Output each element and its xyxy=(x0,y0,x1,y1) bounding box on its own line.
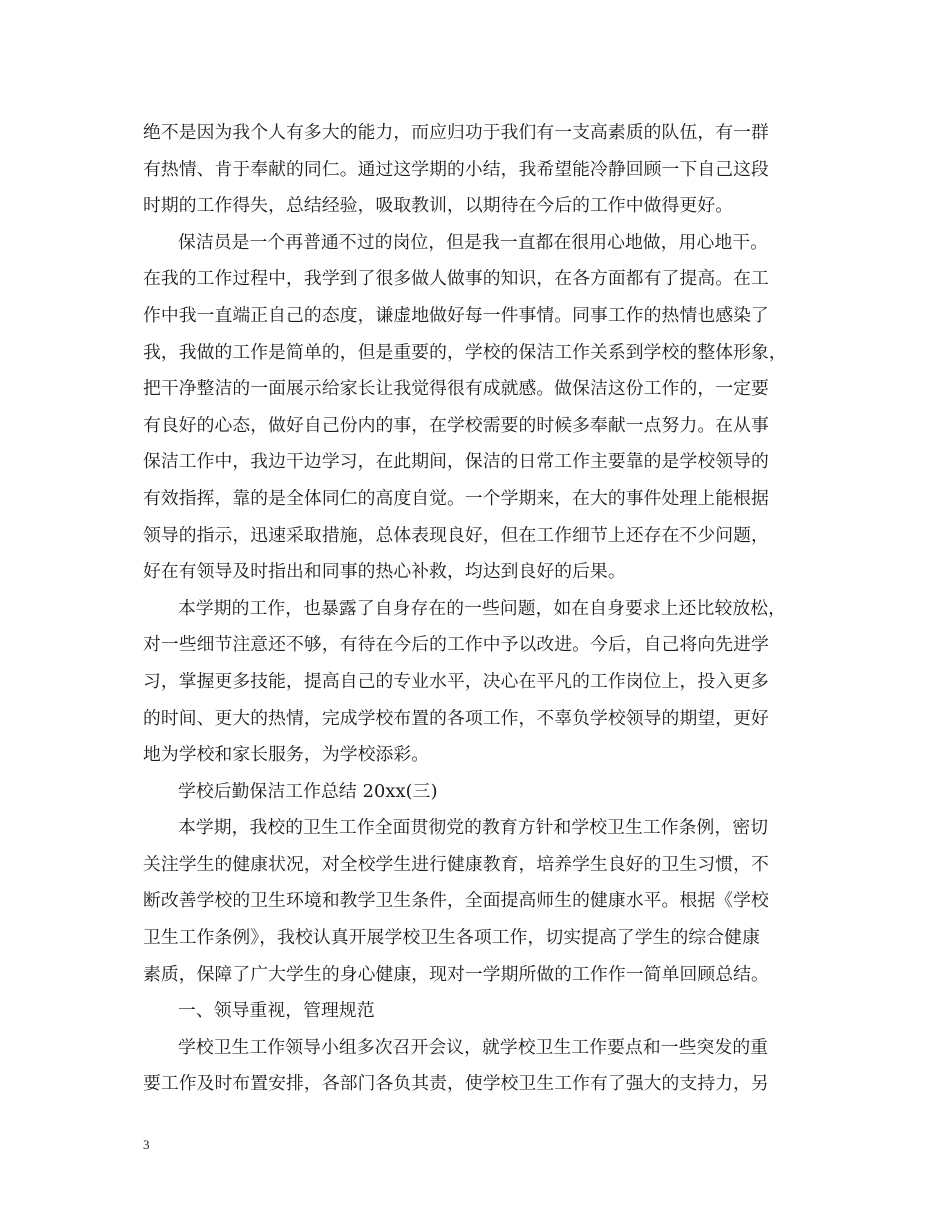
text-line: 的时间、更大的热情，完成学校布置的各项工作，不辜负学校领导的期望，更好 xyxy=(143,707,769,729)
text-line: 有效指挥，靠的是全体同仁的高度自觉。一个学期来，在大的事件处理上能根据 xyxy=(143,487,769,509)
text-line: 地为学校和家长服务，为学校添彩。 xyxy=(143,744,430,766)
text-line: 有热情、肯于奉献的同仁。通过这学期的小结，我希望能冷静回顾一下自己这段 xyxy=(143,158,769,180)
text-line: 关注学生的健康状况，对全校学生进行健康教育，培养学生良好的卫生习惯，不 xyxy=(143,853,769,875)
text-line: 断改善学校的卫生环境和教学卫生条件，全面提高师生的健康水平。根据《学校 xyxy=(143,890,769,912)
text-line: 对一些细节注意还不够，有待在今后的工作中予以改进。今后，自己将向先进学 xyxy=(143,634,769,656)
text-line: 我，我做的工作是简单的，但是重要的，学校的保洁工作关系到学校的整体形象， xyxy=(143,341,787,363)
text-line: 有良好的心态，做好自己份内的事，在学校需要的时候多奉献一点努力。在从事 xyxy=(143,414,769,436)
text-line: 一、领导重视，管理规范 xyxy=(178,1000,375,1022)
text-line: 把干净整洁的一面展示给家长让我觉得很有成就感。做保洁这份工作的，一定要 xyxy=(143,378,769,400)
text-line: 领导的指示，迅速采取措施，总体表现良好，但在工作细节上还存在不少问题， xyxy=(143,524,769,546)
text-line: 绝不是因为我个人有多大的能力，而应归功于我们有一支高素质的队伍，有一群 xyxy=(143,122,769,143)
text-line: 保洁工作中，我边干边学习，在此期间，保洁的日常工作主要靠的是学校领导的 xyxy=(143,451,769,473)
text-line: 本学期，我校的卫生工作全面贯彻党的教育方针和学校卫生工作条例，密切 xyxy=(178,817,769,839)
text-line: 学校卫生工作领导小组多次召开会议，就学校卫生工作要点和一些突发的重 xyxy=(178,1036,769,1058)
text-line: 保洁员是一个再普通不过的岗位，但是我一直都在很用心地做，用心地干。 xyxy=(178,231,769,253)
text-line: 作中我一直端正自己的态度，谦虚地做好每一件事情。同事工作的热情也感染了 xyxy=(143,304,769,326)
text-line: 要工作及时布置安排，各部门各负其责，使学校卫生工作有了强大的支持力，另 xyxy=(143,1073,769,1095)
document-body xyxy=(143,115,807,1103)
text-line: 在我的工作过程中，我学到了很多做人做事的知识，在各方面都有了提高。在工 xyxy=(143,268,769,290)
text-line: 本学期的工作，也暴露了自身存在的一些问题，如在自身要求上还比较放松， xyxy=(178,597,786,619)
text-line: 时期的工作得失，总结经验，吸取教训，以期待在今后的工作中做得更好。 xyxy=(143,195,734,217)
text-line: 学校后勤保洁工作总结 20xx(三) xyxy=(178,780,438,802)
text-line: 卫生工作条例》，我校认真开展学校卫生各项工作，切实提高了学生的综合健康 xyxy=(143,927,760,949)
page-number: 3 xyxy=(143,1137,150,1152)
text-line: 习，掌握更多技能，提高自己的专业水平，决心在平凡的工作岗位上，投入更多 xyxy=(143,670,769,692)
text-line: 好在有领导及时指出和同事的热心补救，均达到良好的后果。 xyxy=(143,561,626,583)
text-line: 素质，保障了广大学生的身心健康，现对一学期所做的工作作一简单回顾总结。 xyxy=(143,963,769,985)
